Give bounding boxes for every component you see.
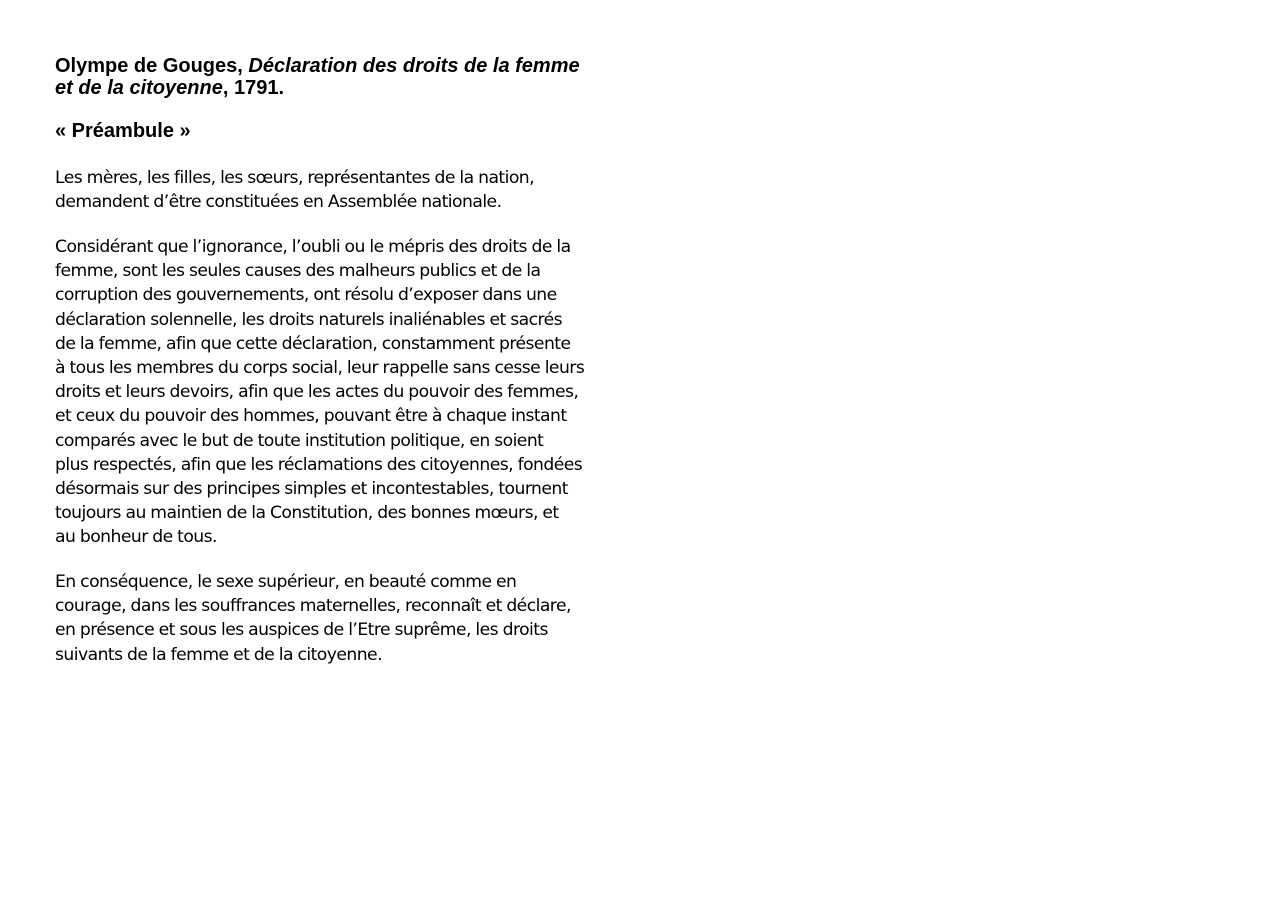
text-line: Considérant que l’ignorance, l’oubli ou le mépris des droits de la (55, 236, 571, 257)
text-line: déclaration solennelle, les droits naturels inaliénables et sacrés (55, 309, 563, 330)
text-line: Les mères, les filles, les sœurs, représentantes de la nation, (55, 168, 535, 188)
document-page (55, 55, 595, 667)
text-line: corruption des gouvernements, ont résolu d’exposer dans une (55, 285, 557, 306)
text-line: toujours au maintien de la Constitution, des bonnes mœurs, et (55, 503, 559, 524)
title-author: Olympe de Gouges, (55, 55, 249, 77)
paragraph (55, 235, 595, 550)
text-line: comparés avec le but de toute institution politique, en soient (55, 430, 544, 451)
title-work-line1: Déclaration des droits de la femme (248, 55, 580, 77)
text-line: plus respectés, afin que les réclamations des citoyennes, fondées (55, 454, 583, 475)
text-line: droits et leurs devoirs, afin que les actes du pouvoir des femmes, (55, 382, 579, 403)
text-line: à tous les membres du corps social, leur rappelle sans cesse leurs (55, 357, 585, 378)
title-work-line2: et de la citoyenne (55, 77, 223, 99)
text-line: et ceux du pouvoir des hommes, pouvant être à chaque instant (55, 406, 567, 427)
paragraph (55, 570, 595, 667)
document-title (55, 55, 595, 99)
text-line: demandent d’être constituées en Assemblée nationale. (55, 192, 502, 213)
text-line: courage, dans les souffrances maternelles, reconnaît et déclare, (55, 596, 571, 617)
text-line: désormais sur des principes simples et incontestables, tournent (55, 478, 568, 499)
text-line: femme, sont les seules causes des malheurs publics et de la (55, 261, 541, 282)
paragraph (55, 166, 595, 214)
text-line: en présence et sous les auspices de l’Etre suprême, les droits (55, 620, 548, 641)
text-line: de la femme, afin que cette déclaration, constamment présente (55, 333, 571, 354)
section-heading: « Préambule » (55, 120, 191, 142)
text-line: En conséquence, le sexe supérieur, en beauté comme en (55, 572, 517, 593)
text-line: suivants de la femme et de la citoyenne. (55, 644, 382, 665)
title-year: , 1791. (222, 77, 285, 99)
text-line: au bonheur de tous. (55, 527, 217, 548)
